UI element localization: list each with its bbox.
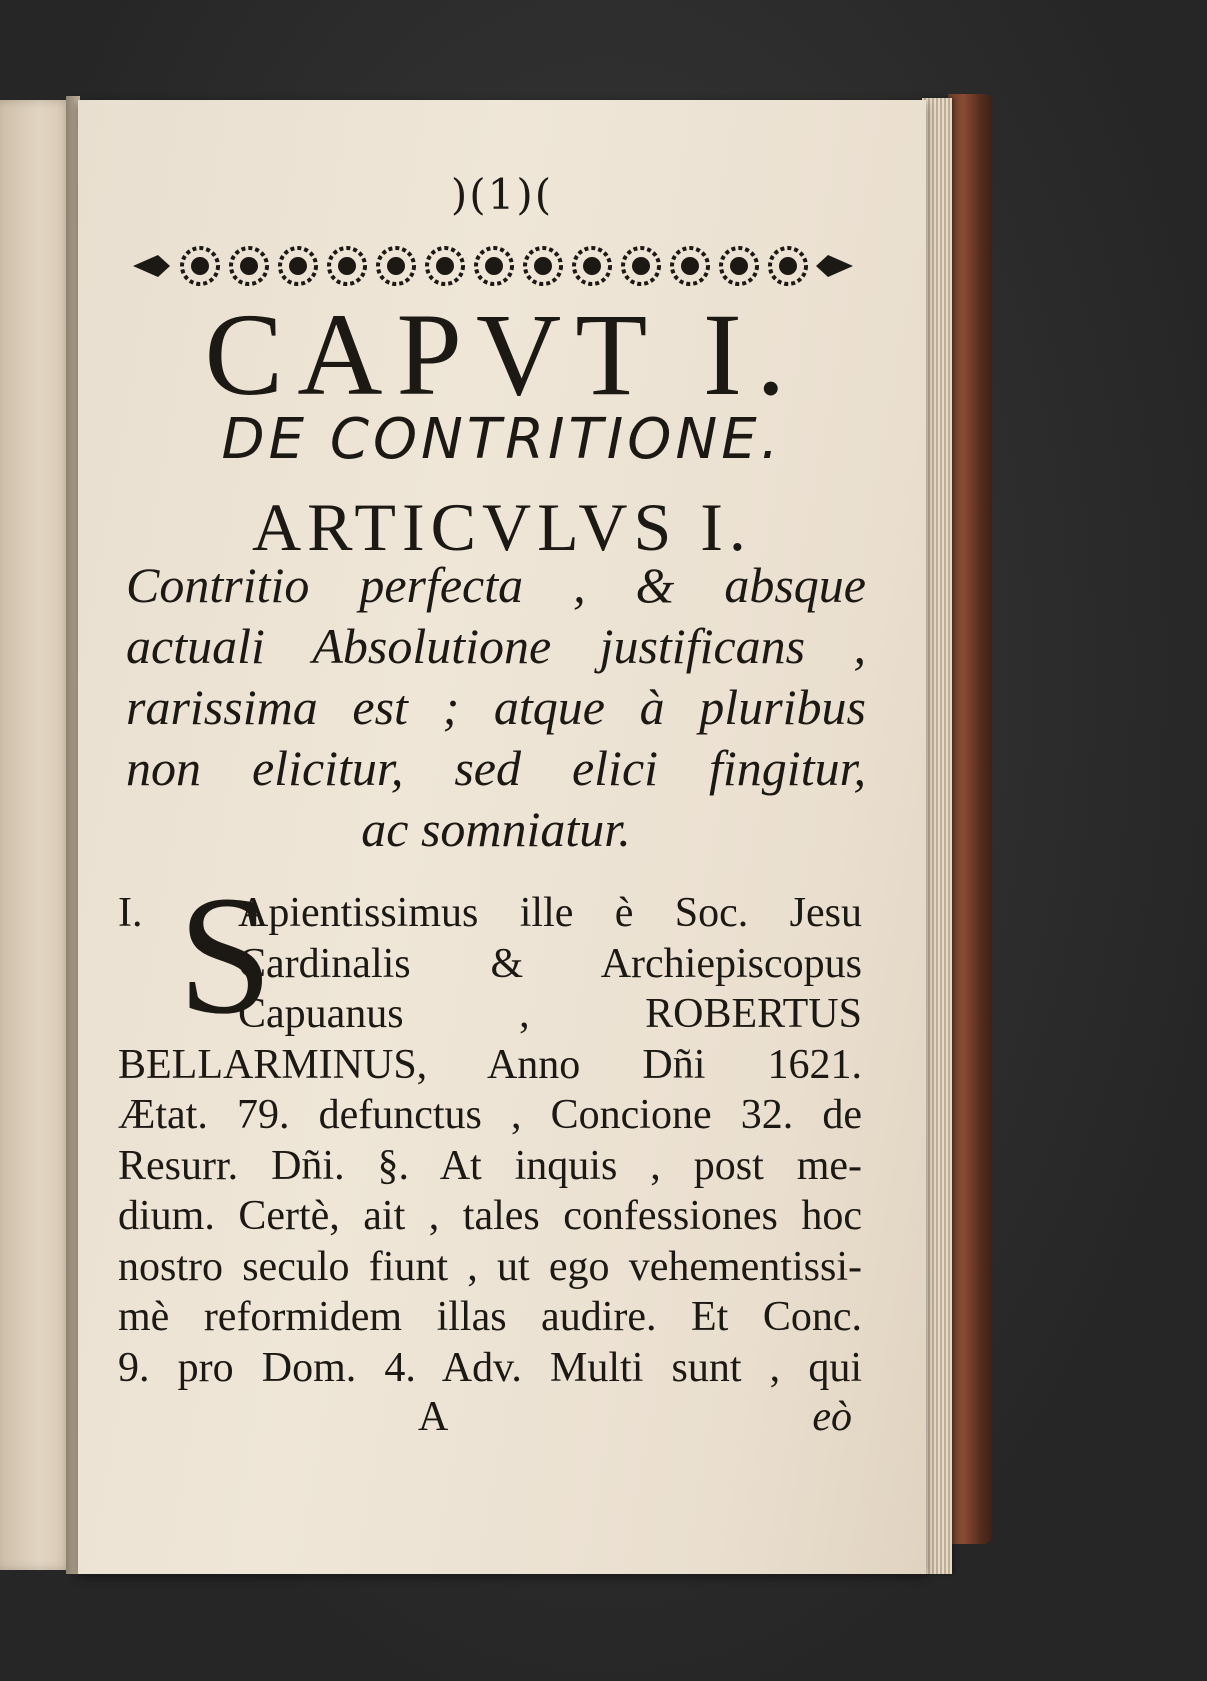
book-cover-edge bbox=[948, 94, 992, 1544]
chapter-title: CAPVT I. bbox=[204, 289, 800, 420]
drop-cap: S bbox=[178, 861, 273, 1049]
body-line: Ætat. 79. defunctus , Concione 32. de bbox=[118, 1092, 862, 1138]
body-line: Apientissimus ille è Soc. Jesu bbox=[238, 890, 862, 936]
book-page bbox=[78, 100, 926, 1574]
page-number: )(1)( bbox=[450, 170, 554, 219]
body-line: dium. Certè, ait , tales confessiones hoc bbox=[118, 1193, 862, 1239]
ornament-icon bbox=[128, 241, 858, 291]
article-heading: ARTICVLVS I. bbox=[252, 489, 752, 565]
summary-line: non elicitur, sed elici fingitur, bbox=[126, 740, 866, 796]
body-line: BELLARMINUS, Anno Dñi 1621. bbox=[118, 1041, 862, 1088]
left-page-edge bbox=[0, 100, 72, 1570]
page-footer bbox=[118, 1393, 862, 1443]
body-line: Cardinalis & Archiepiscopus bbox=[238, 940, 862, 987]
summary-line: ac somniatur. bbox=[361, 801, 631, 857]
summary-line: rarissima est ; atque à pluribus bbox=[126, 679, 866, 735]
summary-line: Contritio perfecta , & absque bbox=[126, 557, 866, 613]
body-line: 9. pro Dom. 4. Adv. Multi sunt , qui bbox=[118, 1344, 862, 1391]
body-paragraph bbox=[118, 861, 862, 1393]
page-edges bbox=[922, 98, 952, 1574]
chapter-subtitle: DE CONTRITIONE. bbox=[221, 407, 783, 472]
summary-line: actuali Absolutione justificans , bbox=[126, 618, 866, 674]
signature-mark: A bbox=[418, 1394, 449, 1440]
body-line: Capuanus , ROBERTUS bbox=[238, 991, 862, 1037]
ornament-band bbox=[128, 236, 858, 296]
paragraph-number: I. bbox=[118, 890, 143, 936]
body-line: Resurr. Dñi. §. At inquis , post me- bbox=[118, 1142, 862, 1189]
body-line: nostro seculo fiunt , ut ego vehementissi- bbox=[118, 1243, 862, 1290]
article-summary bbox=[126, 555, 866, 860]
catchword: eò bbox=[812, 1394, 852, 1440]
body-line: mè reformidem illas audire. Et Conc. bbox=[118, 1294, 862, 1340]
